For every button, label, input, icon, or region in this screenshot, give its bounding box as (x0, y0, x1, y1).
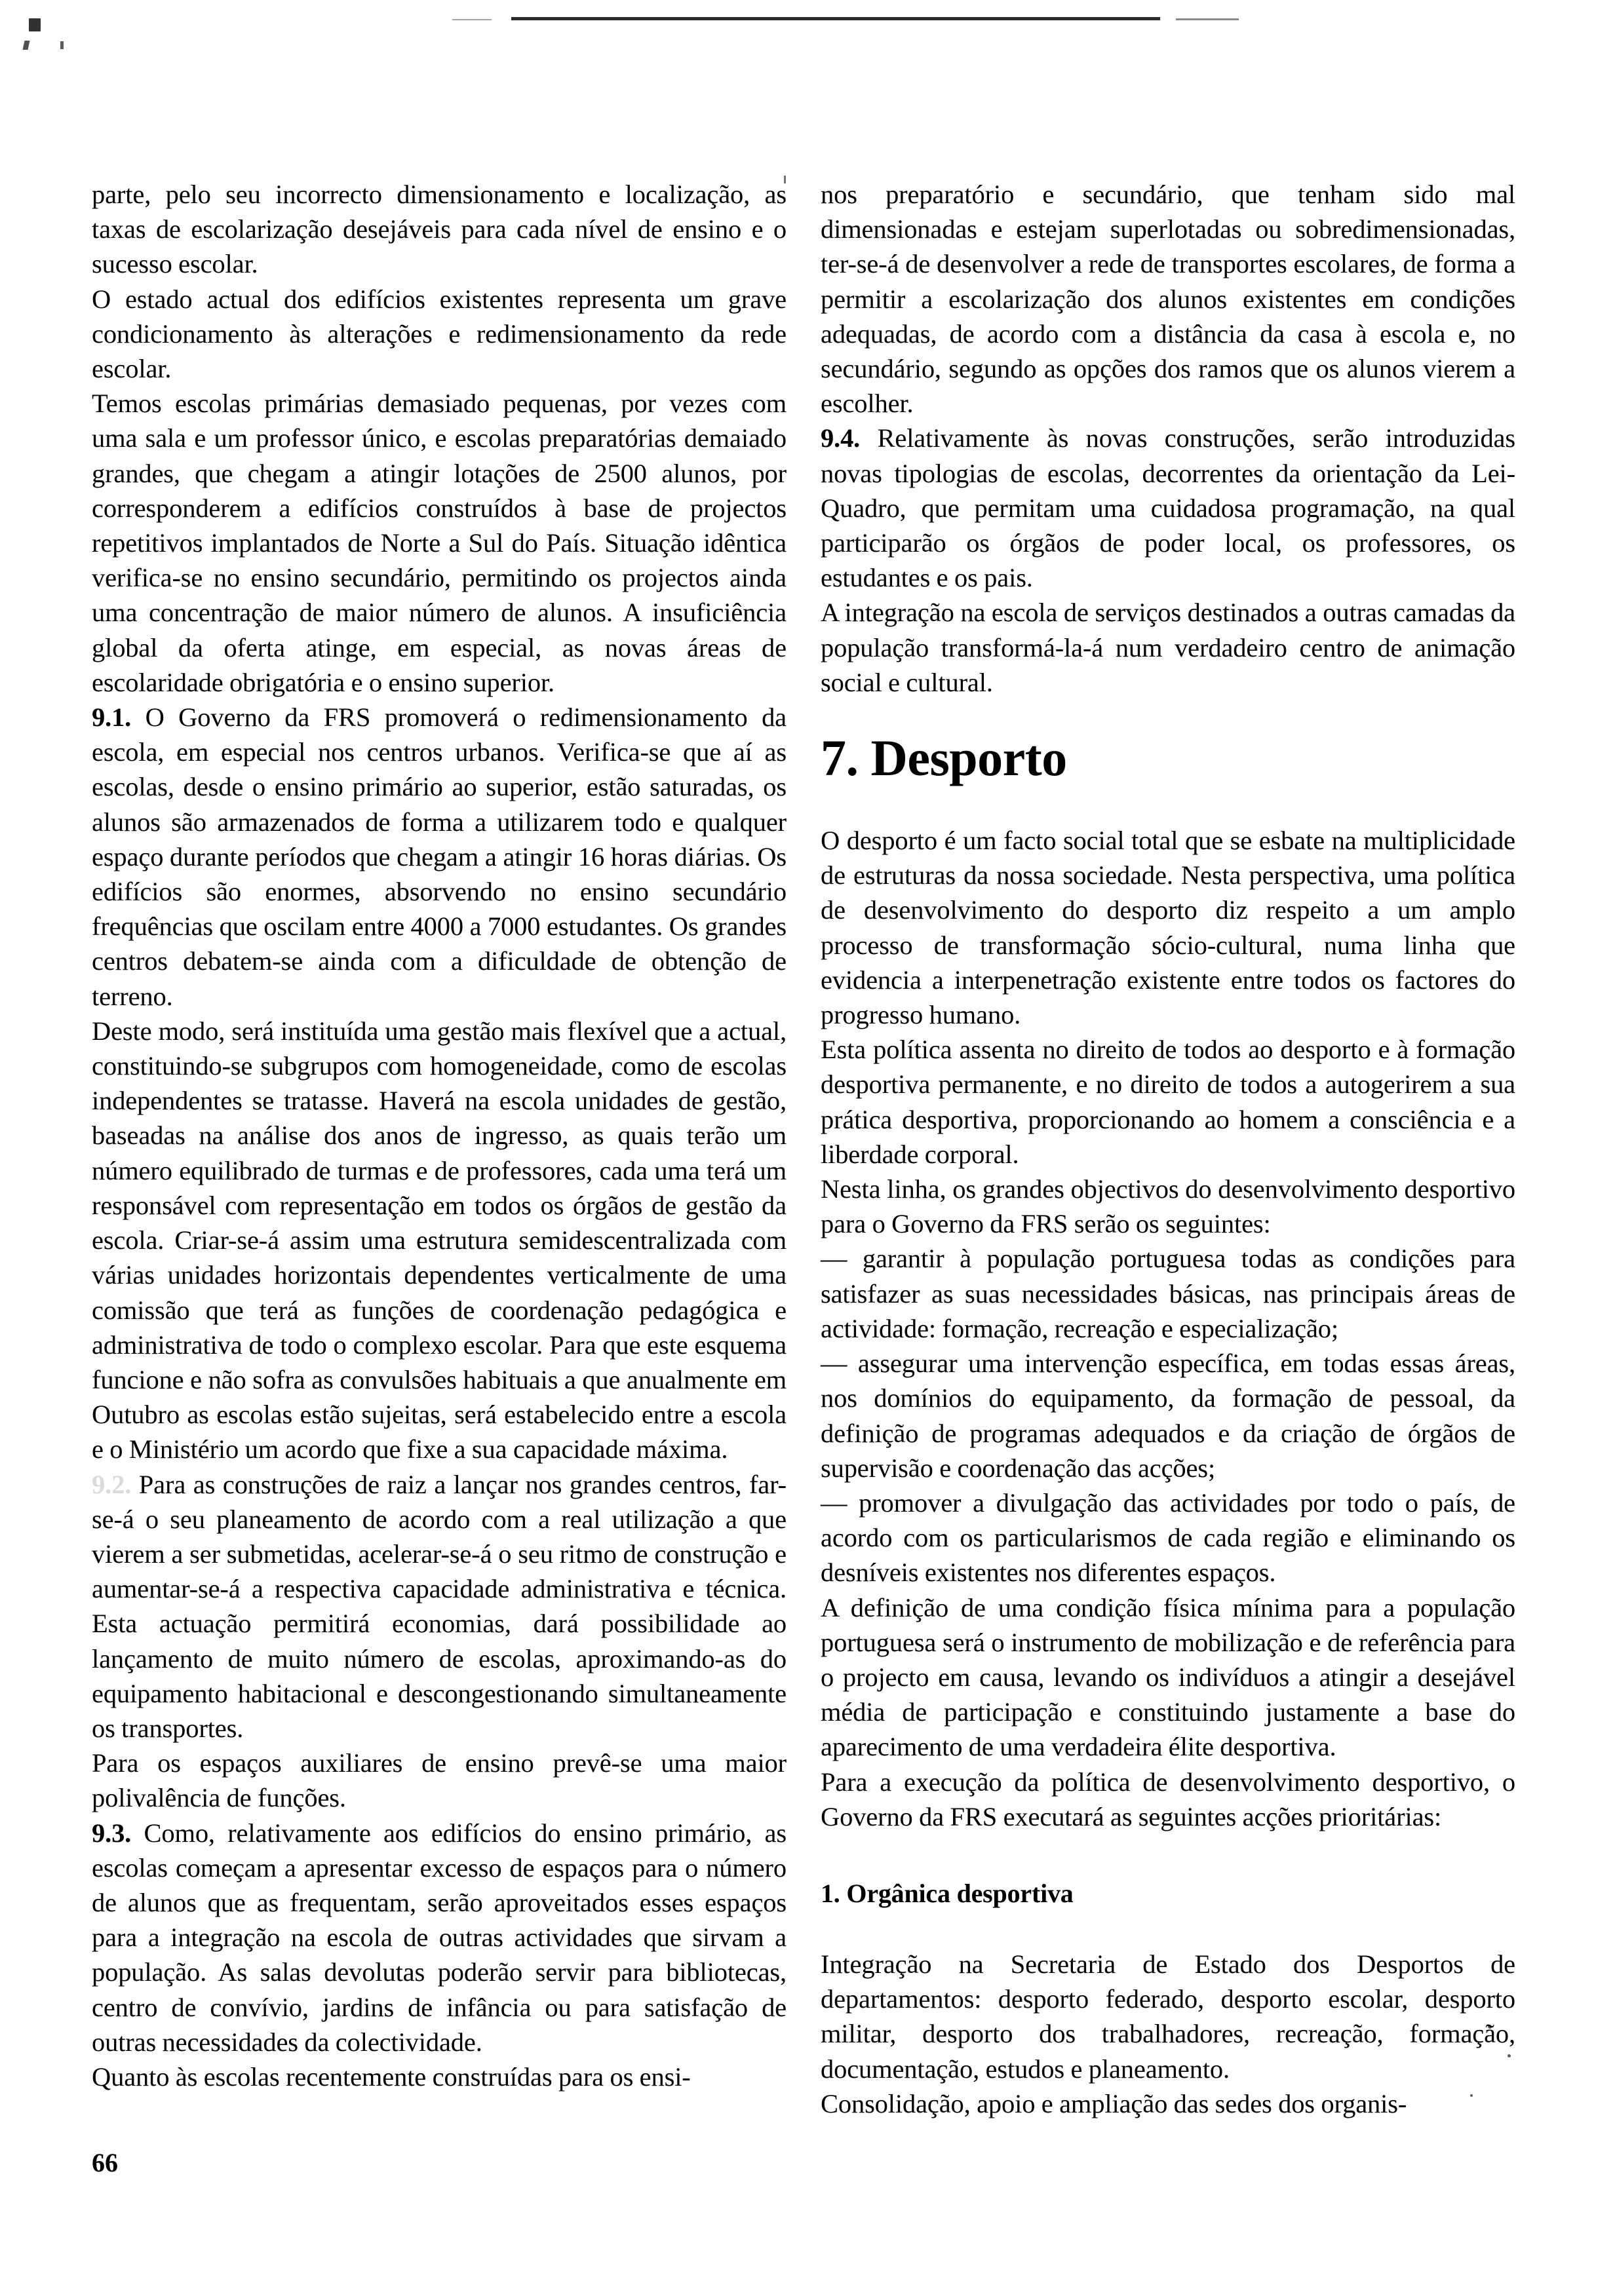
numbered-paragraph (92, 700, 787, 1014)
page-number: 66 (92, 2148, 118, 2177)
paragraph-continued: Consolidação, apoio e ampliação das sedes dos organis- (821, 2088, 1407, 2118)
paragraph: A integração na escola de serviços destinados a outras camadas da população transformá-la-á num verdadeiro centro de animação social e cultural. (821, 598, 1515, 697)
numbered-paragraph (821, 421, 1515, 595)
paragraph-continued: Quanto às escolas recentemente construídas para os ensi- (92, 2061, 691, 2092)
clause-number: 9.3. (92, 1818, 132, 1848)
paragraph: Para os espaços auxiliares de ensino prevê-se uma maior polivalência de funções. (92, 1748, 787, 1813)
paragraph-continued: nos preparatório e secundário, que tenham sido mal dimensionadas e estejam superlotadas ou sobredimensionadas, ter-se-á de desenvolver a rede de transportes escolares, de forma a permitir a escolarização dos alunos existentes em condições adequadas, de acordo com a distância da casa à escola e, no secundário, segundo as opções dos ramos que os alunos vierem a escolher. (821, 180, 1515, 419)
section-heading: 7. Desporto (821, 729, 1067, 787)
paragraph: Esta política assenta no direito de todos ao desporto e à formação desportiva permanente, e no direito de todos a autogerirem a sua prática desportiva, proporcionando ao homem a consciência e a liberdade corporal. (821, 1035, 1515, 1169)
scan-streak-artifact (511, 17, 1160, 20)
right-column (821, 177, 1515, 2121)
paragraph: Temos escolas primárias demasiado pequenas, por vezes com uma sala e um professor único, e escolas preparatórias demaiado grandes, que chegam a atingir lotações de 2500 alunos, por corresponderem a edifícios construídos à base de projectos repetitivos implantados de Norte a Sul do País. Situação idêntica verifica-se no ensino secundário, permitindo os projectos ainda uma concentração de maior número de alunos. A insuficiência global da oferta atinge, em especial, as novas áreas de escolaridade obrigatória e o ensino superior. (92, 389, 787, 697)
clause-text: Como, relativamente aos edifícios do ensino primário, as escolas começam a apresentar excesso de espaços para o número de alunos que as frequentam, serão aproveitados esses espaços para a integração na escola de outras actividades que sirvam a população. As salas devolutas poderão servir para bibliotecas, centro de convívio, jardins de infância ou para satisfação de outras necessidades da colectividade. (92, 1818, 787, 2057)
scan-corner-mark-artifact (23, 41, 30, 50)
list-item: — assegurar uma intervenção específica, em todas essas áreas, nos domínios do equipamento, da formação de pessoal, da definição de programas adequados e da criação de órgãos de supervisão e coordenação das acções; (821, 1349, 1515, 1483)
left-column (92, 177, 787, 2094)
list-item: — promover a divulgação das actividades por todo o país, de acordo com os particularismos de cada região e eliminando os desníveis existentes nos diferentes espaços. (821, 1487, 1515, 1588)
scan-corner-blob-artifact (29, 18, 41, 31)
clause-number-damaged: 9.2. (92, 1469, 132, 1499)
clause-text: O Governo da FRS promoverá o redimensionamento da escola, em especial nos centros urbanos. Verifica-se que aí as escolas, desde o ensino primário ao superior, estão saturadas, os alunos são armazenados de forma a utilizarem todo e qualquer espaço durante períodos que chegam a atingir 16 horas diárias. Os edifícios são enormes, absorvendo no ensino secundário frequências que oscilam entre 4000 a 7000 estudantes. Os grandes centros debatem-se ainda com a dificuldade de obtenção de terreno. (92, 702, 787, 1011)
scan-corner-tick-artifact (60, 41, 64, 49)
clause-number: 9.1. (92, 702, 132, 733)
clause-text: Relativamente às novas construções, serão introduzidas novas tipologias de escolas, decorrentes da orientação da Lei-Quadro, que permitam uma cuidadosa programação, na qual participarão os órgãos de poder local, os professores, os estudantes e os pais. (821, 423, 1515, 593)
numbered-paragraph (92, 1816, 787, 2059)
paragraph: Integração na Secretaria de Estado dos Desportos de departamentos: desporto federado, desporto escolar, desporto militar, desporto dos trabalhadores, recreação, formação, documentação, estudos e planeamento. (821, 1949, 1515, 2084)
list-item: — garantir à população portuguesa todas as condições para satisfazer as suas necessidades básicas, nas principais áreas de actividade: formação, recreação e especialização; (821, 1244, 1515, 1343)
paragraph: O desporto é um facto social total que se esbate na multiplicidade de estruturas da nossa sociedade. Nesta perspectiva, uma política de desenvolvimento do desporto diz respeito a um amplo processo de transformação sócio-cultural, numa linha que evidencia a interpenetração existente entre todos os factores do progresso humano. (821, 826, 1515, 1030)
paragraph: A definição de uma condição física mínima para a população portuguesa será o instrumento de mobilização e de referência para o projecto em causa, levando os indivíduos a atingir a desejável média de participação e constituindo justamente a base do aparecimento de uma verdadeira élite desportiva. (821, 1592, 1515, 1762)
damaged-numbered-paragraph (92, 1467, 787, 1746)
paragraph: Deste modo, será instituída uma gestão mais flexível que a actual, constituindo-se subgrupos com homogeneidade, como de escolas independentes se tratasse. Haverá na escola unidades de gestão, baseadas na análise dos anos de ingresso, as quais terão um número equilibrado de turmas e de professores, cada uma terá um responsável com representação em todos os órgãos de gestão da escola. Criar-se-á assim uma estrutura semidescentralizada com várias unidades horizontais dependentes verticalmente de uma comissão que terá as funções de coordenação pedagógica e administrativa de todo o complexo escolar. Para que este esquema funcione e não sofra as convulsões habituais a que anualmente em Outubro as escolas estão sujeitas, será estabelecido entre a escola e o Ministério um acordo que fixe a sua capacidade máxima. (92, 1016, 787, 1464)
clause-text: Para as construções de raiz a lançar nos grandes centros, far-se-á o seu planeamento de acordo com a real utilização a que vierem a ser submetidas, acelerar-se-á o seu ritmo de construção e aumentar-se-á a respectiva capacidade administrativa e técnica. Esta actuação permitirá economias, dará possibilidade ao lançamento de muito número de escolas, aproximando-as do equipamento habitacional e descongestionando simultaneamente os transportes. (92, 1469, 787, 1743)
paragraph: O estado actual dos edifícios existentes representa um grave condicionamento às alterações e redimensionamento da rede escolar. (92, 284, 787, 384)
paragraph: Para a execução da política de desenvolvimento desportivo, o Governo da FRS executará as seguintes acções prioritárias: (821, 1767, 1515, 1831)
sub-heading: 1. Orgânica desportiva (821, 1878, 1074, 1908)
paragraph: Nesta linha, os grandes objectivos do desenvolvimento desportivo para o Governo da FRS serão os seguintes: (821, 1174, 1515, 1239)
paragraph: parte, pelo seu incorrecto dimensionamento e localização, as taxas de escolarização desejáveis para cada nível de ensino e o sucesso escolar. (92, 180, 787, 279)
clause-number: 9.4. (821, 423, 861, 453)
